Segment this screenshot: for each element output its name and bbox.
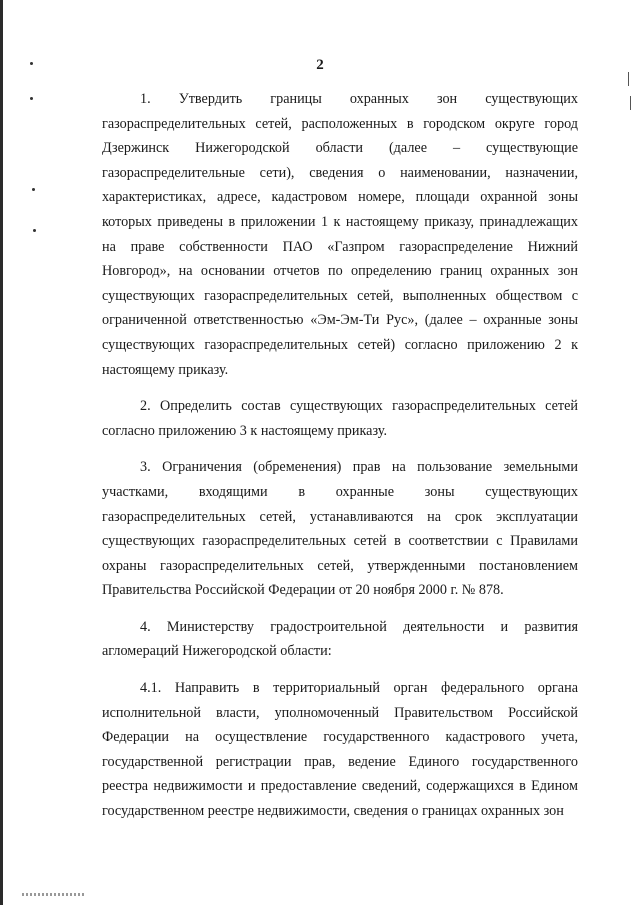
paragraph-2: 2. Определить состав существующих газораспределительных сетей согласно приложению 3 к настоящему приказу. (102, 398, 578, 439)
page-number: 2 (316, 57, 324, 73)
paragraph-4: 4. Министерству градостроительной деятельности и развития агломераций Нижегородской области: (102, 618, 578, 660)
scan-mark (630, 96, 631, 110)
document-body (102, 87, 578, 836)
scan-speck (33, 229, 36, 232)
scan-speck (32, 188, 35, 191)
paragraph-1: 1. Утвердить границы охранных зон существующих газораспределительных сетей, расположенных в городском округе город Дзержинск Нижегородской области (далее – существующие газораспределительные сети), сведения о наименовании, назначении, характеристиках, адресе, кадастровом номере, площади охранной зоны которых приведены в приложении 1 к настоящему приказу, принадлежащих на праве собственности ПАО «Газпром газораспределение Нижний Новгород», на основании отчетов по определению границ охранных зон существующих газораспределительных сетей, выполненных обществом с ограниченной ответственностью «Эм-Эм-Ти Рус», (далее – охранные зоны существующих газораспределительных сетей) согласно приложению 2 к настоящему приказу. (102, 91, 578, 378)
scan-mark (628, 72, 629, 86)
scan-speck (30, 97, 33, 100)
paragraph-3: 3. Ограничения (обременения) прав на пользование земельными участками, входящими в охранные зоны существующих газораспределительных сетей, устанавливаются на срок эксплуатации существующих газораспределительных сетей в соответствии с Правилами охраны газораспределительных сетей, утвержденными постановлением Правительства Российской Федерации от 20 ноября 2000 г. № 878. (102, 459, 578, 599)
paragraph-4-1: 4.1. Направить в территориальный орган федерального органа исполнительной власти, уполномоченный Правительством Российской Федерации на осуществление государственного кадастрового учета, государственной регистрации прав, ведение Единого государственного реестра недвижимости и предоставление сведений, содержащихся в Едином государственном реестре недвижимости, сведения о границах охранных зон (102, 680, 578, 820)
scan-bottom-artifact (22, 893, 86, 896)
scan-left-edge (0, 0, 3, 905)
